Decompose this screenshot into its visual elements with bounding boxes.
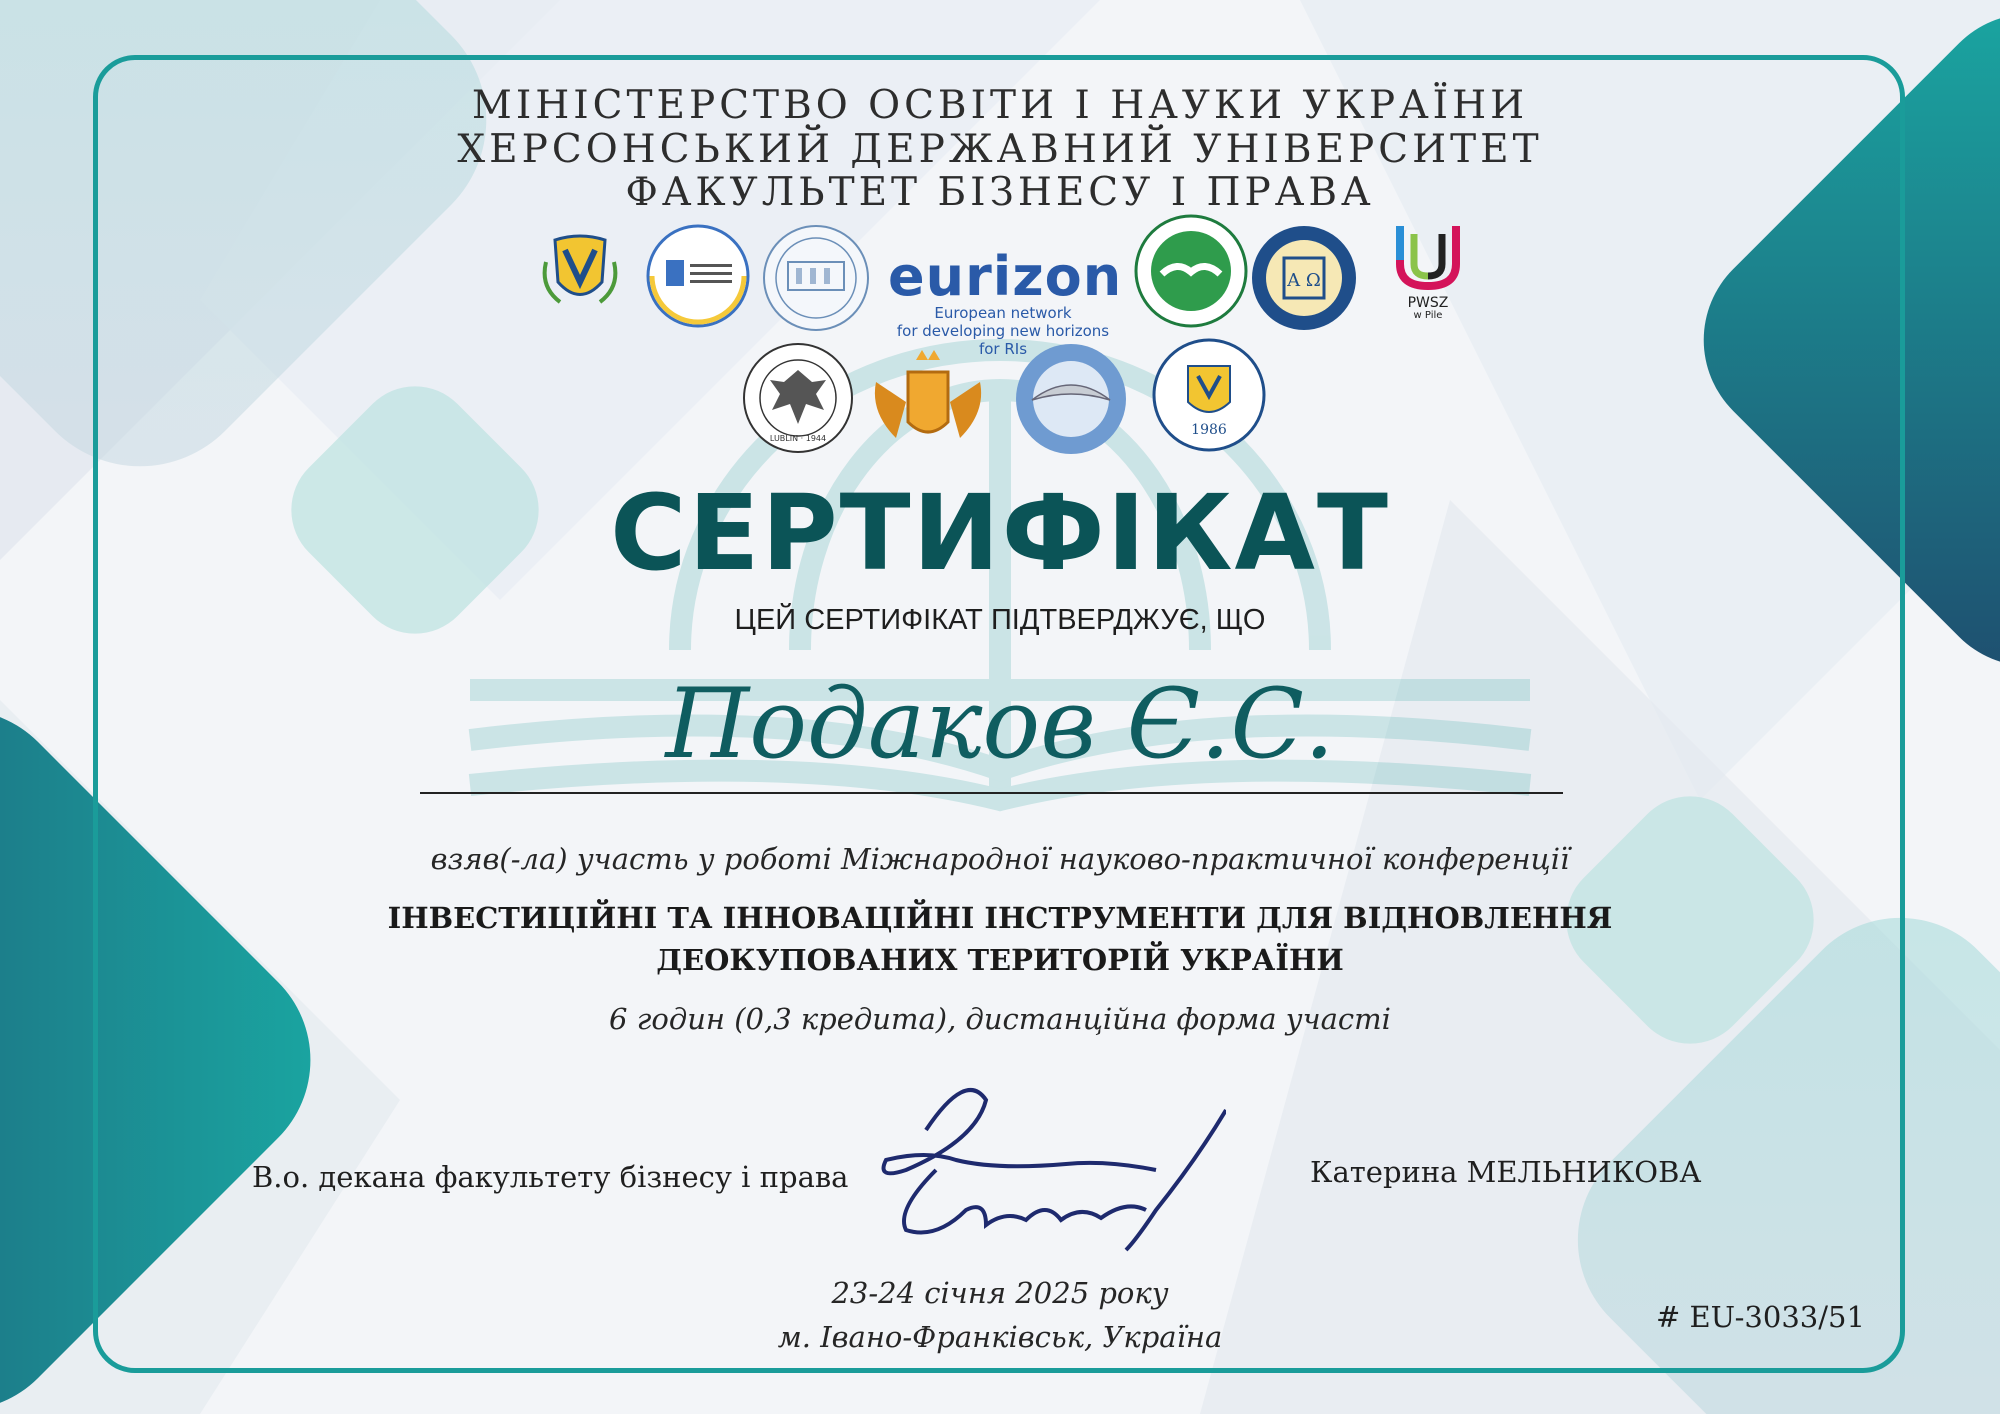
event-date: 23-24 січня 2025 року [831,1276,1169,1310]
signatory-role: В.о. декана факультету бізнесу і права [252,1160,849,1194]
signatory-name: Катерина МЕЛЬНИКОВА [1310,1155,1702,1189]
pwsz-name: PWSZ [1407,295,1449,311]
recipient-name: Подаков Є.С. [665,668,1335,780]
lions-crest-logo-icon [866,342,990,454]
university-line: ХЕРСОНСЬКИЙ ДЕРЖАВНИЙ УНІВЕРСИТЕТ [457,127,1543,172]
recipient-underline [420,792,1563,794]
faculty-business-law-handshake-logo-icon [1132,212,1250,330]
kherson-state-university-seal-icon [760,222,872,334]
certificate-number: # EU-3033/51 [1656,1300,1865,1334]
eurizon-subtitle-1: European network [934,304,1072,322]
pwsz-pila-logo [1392,220,1464,322]
mykolaiv-regional-administration-logo-icon [644,222,752,330]
partner-university-seal-icon [1248,222,1360,334]
pwsz-subtitle: w Pile [1413,310,1443,321]
participation-text: взяв(-ла) участь у роботі Міжнародної науково-практичної конференції [430,842,1570,876]
ministry-line: МІНІСТЕРСТВО ОСВІТИ І НАУКИ УКРАЇНИ [471,83,1529,128]
handwritten-signature [866,1060,1226,1260]
skovoroda-year: 1986 [1191,422,1227,438]
skovoroda-university-seal [1150,336,1268,454]
conference-title-line-2: ДЕОКУПОВАНИХ ТЕРИТОРІЙ УКРАЇНИ [656,943,1344,977]
eurizon-name: eurizon [888,245,1123,308]
svg-text:Α Ω: Α Ω [1287,270,1321,291]
faculty-line: ФАКУЛЬТЕТ БІЗНЕСУ І ПРАВА [625,170,1375,215]
kherson-region-coat-of-arms-icon [540,232,620,312]
umcs-year: LUBLIN · 1944 [769,434,827,443]
umcs-lublin-seal [740,340,856,456]
hours-text: 6 годин (0,3 кредита), дистанційна форма участі [609,1002,1391,1036]
eurizon-subtitle-2: for developing new horizons for RIs [896,322,1110,358]
confirms-text: ЦЕЙ СЕРТИФІКАТ ПІДТВЕРДЖУЄ, ЩО [734,604,1266,636]
conference-title-line-1: ІНВЕСТИЦІЙНІ ТА ІННОВАЦІЙНІ ІНСТРУМЕНТИ ДЛЯ ВІДНОВЛЕННЯ [387,901,1613,935]
pwsz-u-icon [1392,220,1464,292]
event-place: м. Івано-Франківськ, Україна [777,1320,1223,1354]
national-aviation-university-logo-icon [1012,340,1130,458]
certificate-title: СЕРТИФІКАТ [610,472,1390,594]
